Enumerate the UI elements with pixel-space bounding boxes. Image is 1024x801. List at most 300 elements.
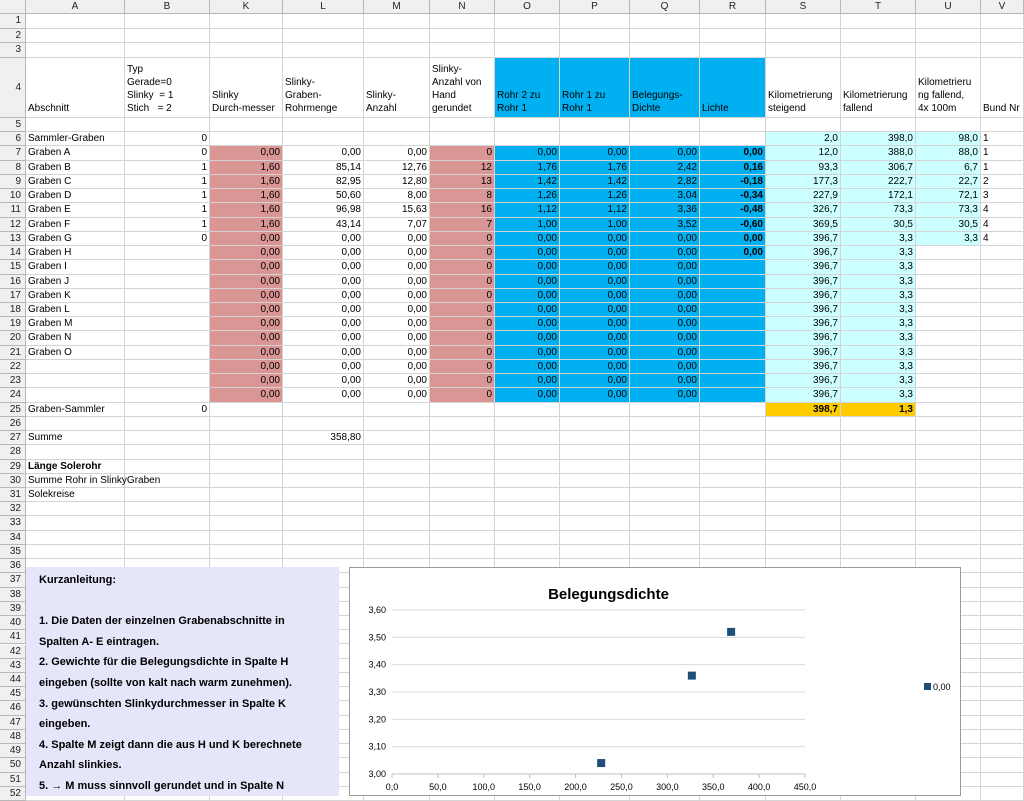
cell-o12[interactable]: 1,00 [495, 218, 560, 232]
cell-v28[interactable] [981, 445, 1024, 459]
cell-k8[interactable]: 1,60 [210, 161, 283, 175]
cell-n7[interactable]: 0 [430, 146, 495, 160]
cell-v25[interactable] [981, 403, 1024, 417]
cell-l14[interactable]: 0,00 [283, 246, 364, 260]
cell-l32[interactable] [283, 502, 364, 516]
cell-k24[interactable]: 0,00 [210, 388, 283, 402]
cell-t2[interactable] [841, 29, 916, 44]
cell-q15[interactable]: 0,00 [630, 260, 700, 274]
cell-k34[interactable] [210, 531, 283, 545]
cell-b3[interactable] [125, 43, 210, 58]
cell-v40[interactable] [981, 616, 1024, 630]
cell-p21[interactable]: 0,00 [560, 346, 630, 360]
cell-s27[interactable] [766, 431, 841, 445]
cell-k1[interactable] [210, 14, 283, 29]
cell-v32[interactable] [981, 502, 1024, 516]
cell-b14[interactable] [125, 246, 210, 260]
cell-o13[interactable]: 0,00 [495, 232, 560, 246]
cell-k7[interactable]: 0,00 [210, 146, 283, 160]
cell-k21[interactable]: 0,00 [210, 346, 283, 360]
cell-o33[interactable] [495, 516, 560, 530]
cell-t10[interactable]: 172,1 [841, 189, 916, 203]
cell-v49[interactable] [981, 744, 1024, 758]
cell-r9[interactable]: -0,18 [700, 175, 766, 189]
cell-l16[interactable]: 0,00 [283, 275, 364, 289]
cell-a35[interactable] [26, 545, 125, 559]
cell-b6[interactable]: 0 [125, 132, 210, 146]
header-cell-s[interactable]: Kilometrierung steigend [766, 58, 841, 118]
cell-u2[interactable] [916, 29, 981, 44]
cell-m34[interactable] [364, 531, 430, 545]
column-header-s[interactable]: S [766, 0, 841, 14]
cell-s2[interactable] [766, 29, 841, 44]
cell-r19[interactable] [700, 317, 766, 331]
cell-r13[interactable]: 0,00 [700, 232, 766, 246]
cell-r28[interactable] [700, 445, 766, 459]
cell-u13[interactable]: 3,3 [916, 232, 981, 246]
cell-s3[interactable] [766, 43, 841, 58]
cell-k30[interactable] [210, 474, 283, 488]
row-header-14[interactable]: 14 [0, 246, 26, 260]
cell-o32[interactable] [495, 502, 560, 516]
cell-p31[interactable] [560, 488, 630, 502]
row-header-21[interactable]: 21 [0, 346, 26, 360]
cell-b30[interactable] [125, 474, 210, 488]
cell-s18[interactable]: 396,7 [766, 303, 841, 317]
cell-t13[interactable]: 3,3 [841, 232, 916, 246]
cell-n35[interactable] [430, 545, 495, 559]
cell-t18[interactable]: 3,3 [841, 303, 916, 317]
cell-n18[interactable]: 0 [430, 303, 495, 317]
cell-n19[interactable]: 0 [430, 317, 495, 331]
cell-s12[interactable]: 369,5 [766, 218, 841, 232]
row-header-29[interactable]: 29 [0, 460, 26, 474]
cell-u18[interactable] [916, 303, 981, 317]
cell-q11[interactable]: 3,36 [630, 203, 700, 217]
cell-r30[interactable] [700, 474, 766, 488]
cell-m28[interactable] [364, 445, 430, 459]
cell-q16[interactable]: 0,00 [630, 275, 700, 289]
cell-u23[interactable] [916, 374, 981, 388]
cell-a25[interactable]: Graben-Sammler [26, 403, 125, 417]
cell-q5[interactable] [630, 118, 700, 132]
cell-p16[interactable]: 0,00 [560, 275, 630, 289]
cell-m12[interactable]: 7,07 [364, 218, 430, 232]
cell-o28[interactable] [495, 445, 560, 459]
cell-m29[interactable] [364, 460, 430, 474]
header-cell-l[interactable]: Slinky- Graben- Rohrmenge [283, 58, 364, 118]
cell-b10[interactable]: 1 [125, 189, 210, 203]
cell-b29[interactable] [125, 460, 210, 474]
cell-p8[interactable]: 1,76 [560, 161, 630, 175]
cell-l24[interactable]: 0,00 [283, 388, 364, 402]
cell-p11[interactable]: 1,12 [560, 203, 630, 217]
row-header-24[interactable]: 24 [0, 388, 26, 402]
cell-v46[interactable] [981, 701, 1024, 715]
cell-q24[interactable]: 0,00 [630, 388, 700, 402]
row-header-43[interactable]: 43 [0, 659, 26, 673]
cell-u16[interactable] [916, 275, 981, 289]
cell-l27[interactable]: 358,80 [283, 431, 364, 445]
cell-v26[interactable] [981, 417, 1024, 431]
row-header-25[interactable]: 25 [0, 403, 26, 417]
cell-v14[interactable] [981, 246, 1024, 260]
cell-l15[interactable]: 0,00 [283, 260, 364, 274]
cell-u35[interactable] [916, 545, 981, 559]
cell-s17[interactable]: 396,7 [766, 289, 841, 303]
cell-s30[interactable] [766, 474, 841, 488]
cell-o8[interactable]: 1,76 [495, 161, 560, 175]
cell-t24[interactable]: 3,3 [841, 388, 916, 402]
row-header-3[interactable]: 3 [0, 43, 26, 58]
row-header-31[interactable]: 31 [0, 488, 26, 502]
cell-o17[interactable]: 0,00 [495, 289, 560, 303]
cell-p29[interactable] [560, 460, 630, 474]
cell-r17[interactable] [700, 289, 766, 303]
cell-r20[interactable] [700, 331, 766, 345]
row-header-32[interactable]: 32 [0, 502, 26, 516]
cell-q14[interactable]: 0,00 [630, 246, 700, 260]
cell-q22[interactable]: 0,00 [630, 360, 700, 374]
cell-p10[interactable]: 1,26 [560, 189, 630, 203]
cell-l2[interactable] [283, 29, 364, 44]
header-cell-u[interactable]: Kilometrieru ng fallend, 4x 100m [916, 58, 981, 118]
cell-l30[interactable] [283, 474, 364, 488]
cell-p15[interactable]: 0,00 [560, 260, 630, 274]
column-header-a[interactable]: A [26, 0, 125, 14]
cell-l1[interactable] [283, 14, 364, 29]
column-header-t[interactable]: T [841, 0, 916, 14]
cell-u1[interactable] [916, 14, 981, 29]
cell-k35[interactable] [210, 545, 283, 559]
row-header-33[interactable]: 33 [0, 516, 26, 530]
cell-r32[interactable] [700, 502, 766, 516]
cell-r15[interactable] [700, 260, 766, 274]
cell-t29[interactable] [841, 460, 916, 474]
cell-v48[interactable] [981, 730, 1024, 744]
row-header-35[interactable]: 35 [0, 545, 26, 559]
column-header-v[interactable]: V [981, 0, 1024, 14]
cell-s33[interactable] [766, 516, 841, 530]
cell-k26[interactable] [210, 417, 283, 431]
row-header-11[interactable]: 11 [0, 203, 26, 217]
cell-n24[interactable]: 0 [430, 388, 495, 402]
cell-v22[interactable] [981, 360, 1024, 374]
cell-p1[interactable] [560, 14, 630, 29]
cell-m22[interactable]: 0,00 [364, 360, 430, 374]
cell-m11[interactable]: 15,63 [364, 203, 430, 217]
cell-t33[interactable] [841, 516, 916, 530]
cell-u33[interactable] [916, 516, 981, 530]
cell-l33[interactable] [283, 516, 364, 530]
cell-q25[interactable] [630, 403, 700, 417]
cell-v43[interactable] [981, 659, 1024, 673]
cell-q27[interactable] [630, 431, 700, 445]
cell-p12[interactable]: 1,00 [560, 218, 630, 232]
cell-l5[interactable] [283, 118, 364, 132]
cell-v36[interactable] [981, 559, 1024, 573]
cell-b26[interactable] [125, 417, 210, 431]
cell-a16[interactable]: Graben J [26, 275, 125, 289]
row-header-42[interactable]: 42 [0, 645, 26, 659]
cell-r23[interactable] [700, 374, 766, 388]
header-cell-a[interactable]: Abschnitt [26, 58, 125, 118]
row-header-50[interactable]: 50 [0, 758, 26, 772]
cell-m9[interactable]: 12,80 [364, 175, 430, 189]
cell-r26[interactable] [700, 417, 766, 431]
cell-p13[interactable]: 0,00 [560, 232, 630, 246]
row-header-6[interactable]: 6 [0, 132, 26, 146]
cell-u3[interactable] [916, 43, 981, 58]
cell-t8[interactable]: 306,7 [841, 161, 916, 175]
header-cell-n[interactable]: Slinky- Anzahl von Hand gerundet [430, 58, 495, 118]
cell-q19[interactable]: 0,00 [630, 317, 700, 331]
cell-v15[interactable] [981, 260, 1024, 274]
cell-v52[interactable] [981, 787, 1024, 801]
row-header-27[interactable]: 27 [0, 431, 26, 445]
cell-u7[interactable]: 88,0 [916, 146, 981, 160]
cell-o27[interactable] [495, 431, 560, 445]
cell-r33[interactable] [700, 516, 766, 530]
cell-v33[interactable] [981, 516, 1024, 530]
cell-p25[interactable] [560, 403, 630, 417]
cell-p20[interactable]: 0,00 [560, 331, 630, 345]
cell-l12[interactable]: 43,14 [283, 218, 364, 232]
cell-v37[interactable] [981, 573, 1024, 587]
row-header-46[interactable]: 46 [0, 701, 26, 715]
cell-s34[interactable] [766, 531, 841, 545]
cell-v5[interactable] [981, 118, 1024, 132]
header-cell-o[interactable]: Rohr 2 zu Rohr 1 [495, 58, 560, 118]
cell-a17[interactable]: Graben K [26, 289, 125, 303]
cell-v7[interactable]: 1 [981, 146, 1024, 160]
cell-s16[interactable]: 396,7 [766, 275, 841, 289]
header-cell-b[interactable]: Typ Gerade=0 Slinky = 1 Stich = 2 [125, 58, 210, 118]
row-header-15[interactable]: 15 [0, 260, 26, 274]
row-header-48[interactable]: 48 [0, 730, 26, 744]
cell-n3[interactable] [430, 43, 495, 58]
cell-n12[interactable]: 7 [430, 218, 495, 232]
cell-a8[interactable]: Graben B [26, 161, 125, 175]
cell-t1[interactable] [841, 14, 916, 29]
cell-u30[interactable] [916, 474, 981, 488]
cell-q34[interactable] [630, 531, 700, 545]
cell-m19[interactable]: 0,00 [364, 317, 430, 331]
cell-o23[interactable]: 0,00 [495, 374, 560, 388]
cell-l31[interactable] [283, 488, 364, 502]
cell-v19[interactable] [981, 317, 1024, 331]
cell-p19[interactable]: 0,00 [560, 317, 630, 331]
cell-n2[interactable] [430, 29, 495, 44]
cell-p18[interactable]: 0,00 [560, 303, 630, 317]
cell-u27[interactable] [916, 431, 981, 445]
cell-r1[interactable] [700, 14, 766, 29]
cell-t9[interactable]: 222,7 [841, 175, 916, 189]
cell-u19[interactable] [916, 317, 981, 331]
cell-p22[interactable]: 0,00 [560, 360, 630, 374]
cell-v2[interactable] [981, 29, 1024, 44]
cell-q29[interactable] [630, 460, 700, 474]
cell-v16[interactable] [981, 275, 1024, 289]
cell-k17[interactable]: 0,00 [210, 289, 283, 303]
cell-s32[interactable] [766, 502, 841, 516]
cell-s11[interactable]: 326,7 [766, 203, 841, 217]
cell-s9[interactable]: 177,3 [766, 175, 841, 189]
header-cell-v[interactable]: Bund Nr [981, 58, 1024, 118]
cell-r22[interactable] [700, 360, 766, 374]
cell-o34[interactable] [495, 531, 560, 545]
row-header-7[interactable]: 7 [0, 146, 26, 160]
row-header-18[interactable]: 18 [0, 303, 26, 317]
cell-n30[interactable] [430, 474, 495, 488]
cell-q18[interactable]: 0,00 [630, 303, 700, 317]
cell-b1[interactable] [125, 14, 210, 29]
row-header-41[interactable]: 41 [0, 630, 26, 644]
cell-v23[interactable] [981, 374, 1024, 388]
row-header-19[interactable]: 19 [0, 317, 26, 331]
cell-o9[interactable]: 1,42 [495, 175, 560, 189]
cell-u21[interactable] [916, 346, 981, 360]
belegungsdichte-chart[interactable] [349, 567, 961, 796]
header-cell-r[interactable]: Lichte [700, 58, 766, 118]
cell-o22[interactable]: 0,00 [495, 360, 560, 374]
cell-r21[interactable] [700, 346, 766, 360]
cell-q2[interactable] [630, 29, 700, 44]
cell-a10[interactable]: Graben D [26, 189, 125, 203]
row-header-45[interactable]: 45 [0, 687, 26, 701]
cell-m8[interactable]: 12,76 [364, 161, 430, 175]
cell-o15[interactable]: 0,00 [495, 260, 560, 274]
cell-v6[interactable]: 1 [981, 132, 1024, 146]
cell-t26[interactable] [841, 417, 916, 431]
cell-q17[interactable]: 0,00 [630, 289, 700, 303]
cell-l29[interactable] [283, 460, 364, 474]
cell-p6[interactable] [560, 132, 630, 146]
cell-q20[interactable]: 0,00 [630, 331, 700, 345]
cell-v12[interactable]: 4 [981, 218, 1024, 232]
cell-u32[interactable] [916, 502, 981, 516]
cell-l20[interactable]: 0,00 [283, 331, 364, 345]
cell-s26[interactable] [766, 417, 841, 431]
cell-b17[interactable] [125, 289, 210, 303]
cell-a12[interactable]: Graben F [26, 218, 125, 232]
cell-m20[interactable]: 0,00 [364, 331, 430, 345]
cell-r10[interactable]: -0,34 [700, 189, 766, 203]
cell-l18[interactable]: 0,00 [283, 303, 364, 317]
cell-q21[interactable]: 0,00 [630, 346, 700, 360]
cell-m25[interactable] [364, 403, 430, 417]
cell-b13[interactable]: 0 [125, 232, 210, 246]
cell-v34[interactable] [981, 531, 1024, 545]
cell-l25[interactable] [283, 403, 364, 417]
row-header-34[interactable]: 34 [0, 531, 26, 545]
cell-k9[interactable]: 1,60 [210, 175, 283, 189]
cell-b31[interactable] [125, 488, 210, 502]
row-header-5[interactable]: 5 [0, 118, 26, 132]
cell-k5[interactable] [210, 118, 283, 132]
column-header-m[interactable]: M [364, 0, 430, 14]
cell-s23[interactable]: 396,7 [766, 374, 841, 388]
row-header-4[interactable]: 4 [0, 58, 26, 118]
cell-b18[interactable] [125, 303, 210, 317]
cell-a15[interactable]: Graben I [26, 260, 125, 274]
cell-v13[interactable]: 4 [981, 232, 1024, 246]
cell-a13[interactable]: Graben G [26, 232, 125, 246]
cell-v45[interactable] [981, 687, 1024, 701]
cell-u29[interactable] [916, 460, 981, 474]
cell-b32[interactable] [125, 502, 210, 516]
cell-l7[interactable]: 0,00 [283, 146, 364, 160]
cell-t25[interactable]: 1,3 [841, 403, 916, 417]
cell-s29[interactable] [766, 460, 841, 474]
cell-s31[interactable] [766, 488, 841, 502]
row-header-26[interactable]: 26 [0, 417, 26, 431]
cell-m18[interactable]: 0,00 [364, 303, 430, 317]
cell-a34[interactable] [26, 531, 125, 545]
cell-p33[interactable] [560, 516, 630, 530]
cell-l28[interactable] [283, 445, 364, 459]
cell-p2[interactable] [560, 29, 630, 44]
cell-v30[interactable] [981, 474, 1024, 488]
cell-p27[interactable] [560, 431, 630, 445]
cell-p24[interactable]: 0,00 [560, 388, 630, 402]
cell-l10[interactable]: 50,60 [283, 189, 364, 203]
cell-a29[interactable]: Länge Solerohr [26, 460, 125, 474]
cell-o3[interactable] [495, 43, 560, 58]
cell-q28[interactable] [630, 445, 700, 459]
cell-v35[interactable] [981, 545, 1024, 559]
cell-r5[interactable] [700, 118, 766, 132]
cell-o5[interactable] [495, 118, 560, 132]
cell-o21[interactable]: 0,00 [495, 346, 560, 360]
row-header-51[interactable]: 51 [0, 773, 26, 787]
cell-m5[interactable] [364, 118, 430, 132]
cell-l34[interactable] [283, 531, 364, 545]
cell-q7[interactable]: 0,00 [630, 146, 700, 160]
cell-t17[interactable]: 3,3 [841, 289, 916, 303]
cell-k6[interactable] [210, 132, 283, 146]
cell-b5[interactable] [125, 118, 210, 132]
cell-o14[interactable]: 0,00 [495, 246, 560, 260]
cell-l23[interactable]: 0,00 [283, 374, 364, 388]
column-header-r[interactable]: R [700, 0, 766, 14]
cell-l11[interactable]: 96,98 [283, 203, 364, 217]
cell-o7[interactable]: 0,00 [495, 146, 560, 160]
cell-v8[interactable]: 1 [981, 161, 1024, 175]
cell-m23[interactable]: 0,00 [364, 374, 430, 388]
header-cell-q[interactable]: Belegungs- Dichte [630, 58, 700, 118]
cell-a24[interactable] [26, 388, 125, 402]
cell-u10[interactable]: 72,1 [916, 189, 981, 203]
row-header-9[interactable]: 9 [0, 175, 26, 189]
cell-a5[interactable] [26, 118, 125, 132]
cell-n21[interactable]: 0 [430, 346, 495, 360]
cell-v44[interactable] [981, 673, 1024, 687]
cell-a7[interactable]: Graben A [26, 146, 125, 160]
cell-n14[interactable]: 0 [430, 246, 495, 260]
cell-k25[interactable] [210, 403, 283, 417]
row-header-49[interactable]: 49 [0, 744, 26, 758]
cell-n31[interactable] [430, 488, 495, 502]
cell-k10[interactable]: 1,60 [210, 189, 283, 203]
cell-r3[interactable] [700, 43, 766, 58]
row-header-23[interactable]: 23 [0, 374, 26, 388]
cell-m2[interactable] [364, 29, 430, 44]
cell-t15[interactable]: 3,3 [841, 260, 916, 274]
cell-t30[interactable] [841, 474, 916, 488]
cell-v10[interactable]: 3 [981, 189, 1024, 203]
cell-l3[interactable] [283, 43, 364, 58]
